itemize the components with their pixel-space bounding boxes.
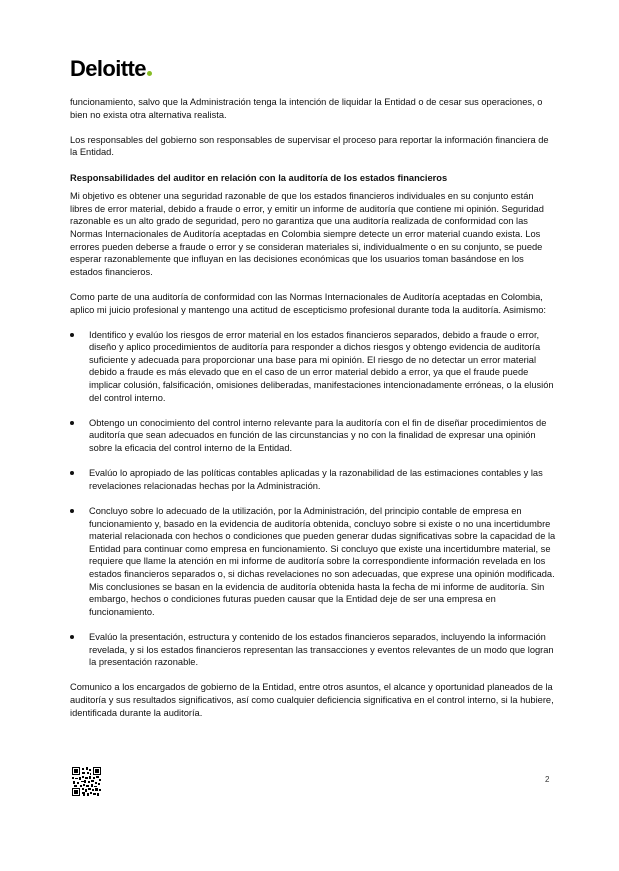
paragraph-objective: Mi objetivo es obtener una seguridad razonable de que los estados financieros individuales en su conjunto están libres de error material, debido a fraude o error, y emitir un informe de auditoría que contiene mi opinión. Seguridad razonable es un alto grado de seguridad, pero no garantiza que una auditoría realizada de conformidad con las Normas Internacionales de Auditoría aceptadas en Colombia siempre detecte un error material cuando exista. Los errores pueden deberse a fraude o error y se consideran materiales si, individualmente o en su conjunto, se puede esperar razonablemente que influyan en las decisiones económicas que los usuarios toman basándose en los estados financieros. (70, 191, 544, 277)
list-item (70, 417, 556, 455)
responsibilities-list (70, 329, 556, 669)
list-item-text: Concluyo sobre lo adecuado de la utilización, por la Administración, del principio contable de empresa en funcionamiento y, basado en la evidencia de auditoría obtenida, concluyo sobre si existe o no una incertidumbre material relacionada con hechos o condiciones que pueden generar dudas significativas sobre la capacidad de la Entidad para continuar como empresa en funcionamiento. Si concluyo que existe una incertidumbre material, se requiere que llame la atención en mi informe de auditoría sobre la correspondiente información revelada en los estados financieros separados o, si dichas revelaciones no son adecuadas, que exprese una opinión modificada. Mis conclusiones se basan en la evidencia de auditoría obtenida hasta la fecha de mi informe de auditoría. Sin embargo, hechos o condiciones futuras pueden causar que la Entidad deje de ser una empresa en funcionamiento. (89, 506, 556, 617)
list-item-text: Identifico y evalúo los riesgos de error material en los estados financieros separados, debido a fraude o error, diseño y aplico procedimientos de auditoría para responder a dichos riesgos y obtengo evidencia de auditoría suficiente y adecuada para proporcionar una base para mi opinión. El riesgo de no detectar un error material debido a fraude es más elevado que en el caso de un error material debido a error, ya que el fraude puede implicar colusión, falsificación, omisiones deliberadas, manifestaciones intencionadamente erróneas, o la elusión del control interno. (89, 329, 554, 403)
bullet-icon (70, 635, 74, 639)
paragraph-continuation: funcionamiento, salvo que la Administración tenga la intención de liquidar la Entidad o de cesar sus operaciones, o bien no exista otra alternativa realista. (70, 97, 543, 120)
section-heading: Responsabilidades del auditor en relación con la auditoría de los estados financieros (70, 172, 448, 183)
bullet-icon (70, 509, 74, 513)
list-item-text: Evalúo lo apropiado de las políticas contables aplicadas y la razonabilidad de las estimaciones contables y las revelaciones relacionadas hechas por la Administración. (89, 468, 543, 491)
logo-dot-icon (147, 71, 152, 76)
paragraph-communication: Comunico a los encargados de gobierno de la Entidad, entre otros asuntos, el alcance y oportunidad planeados de la auditoría y sus resultados significativos, así como cualquier deficiencia significativa en el control interno, si la hubiere, identificada durante la auditoría. (70, 682, 554, 718)
list-item (70, 329, 556, 405)
bullet-icon (70, 333, 74, 337)
deloitte-logo (70, 58, 152, 80)
list-item-text: Obtengo un conocimiento del control interno relevante para la auditoría con el fin de diseñar procedimientos de auditoría que sean adecuados en función de las circunstancias y no con la finalidad de expresar una opinión sobre la eficacia del control interno de la Entidad. (89, 417, 547, 454)
list-item (70, 505, 556, 618)
list-item (70, 467, 556, 492)
paragraph-audit-scope: Como parte de una auditoría de conformidad con las Normas Internacionales de Auditoría aceptadas en Colombia, aplico mi juicio profesional y mantengo una actitud de escepticismo profesional durante toda la auditoría. Asimismo: (70, 291, 546, 315)
page-number: 2 (545, 775, 550, 784)
bullet-icon (70, 471, 74, 475)
paragraph-governance: Los responsables del gobierno son responsables de supervisar el proceso para reportar la información financiera de la Entidad. (70, 134, 549, 158)
logo-text: Deloitte (70, 56, 146, 81)
list-item (70, 631, 556, 669)
qr-code-icon (72, 767, 101, 796)
document-body (70, 96, 556, 732)
list-item-text: Evalúo la presentación, estructura y contenido de los estados financieros separados, incluyendo la información revelada, y si los estados financieros representan las transacciones y eventos relevantes de un modo que logran la presentación razonable. (89, 631, 554, 668)
bullet-icon (70, 421, 74, 425)
